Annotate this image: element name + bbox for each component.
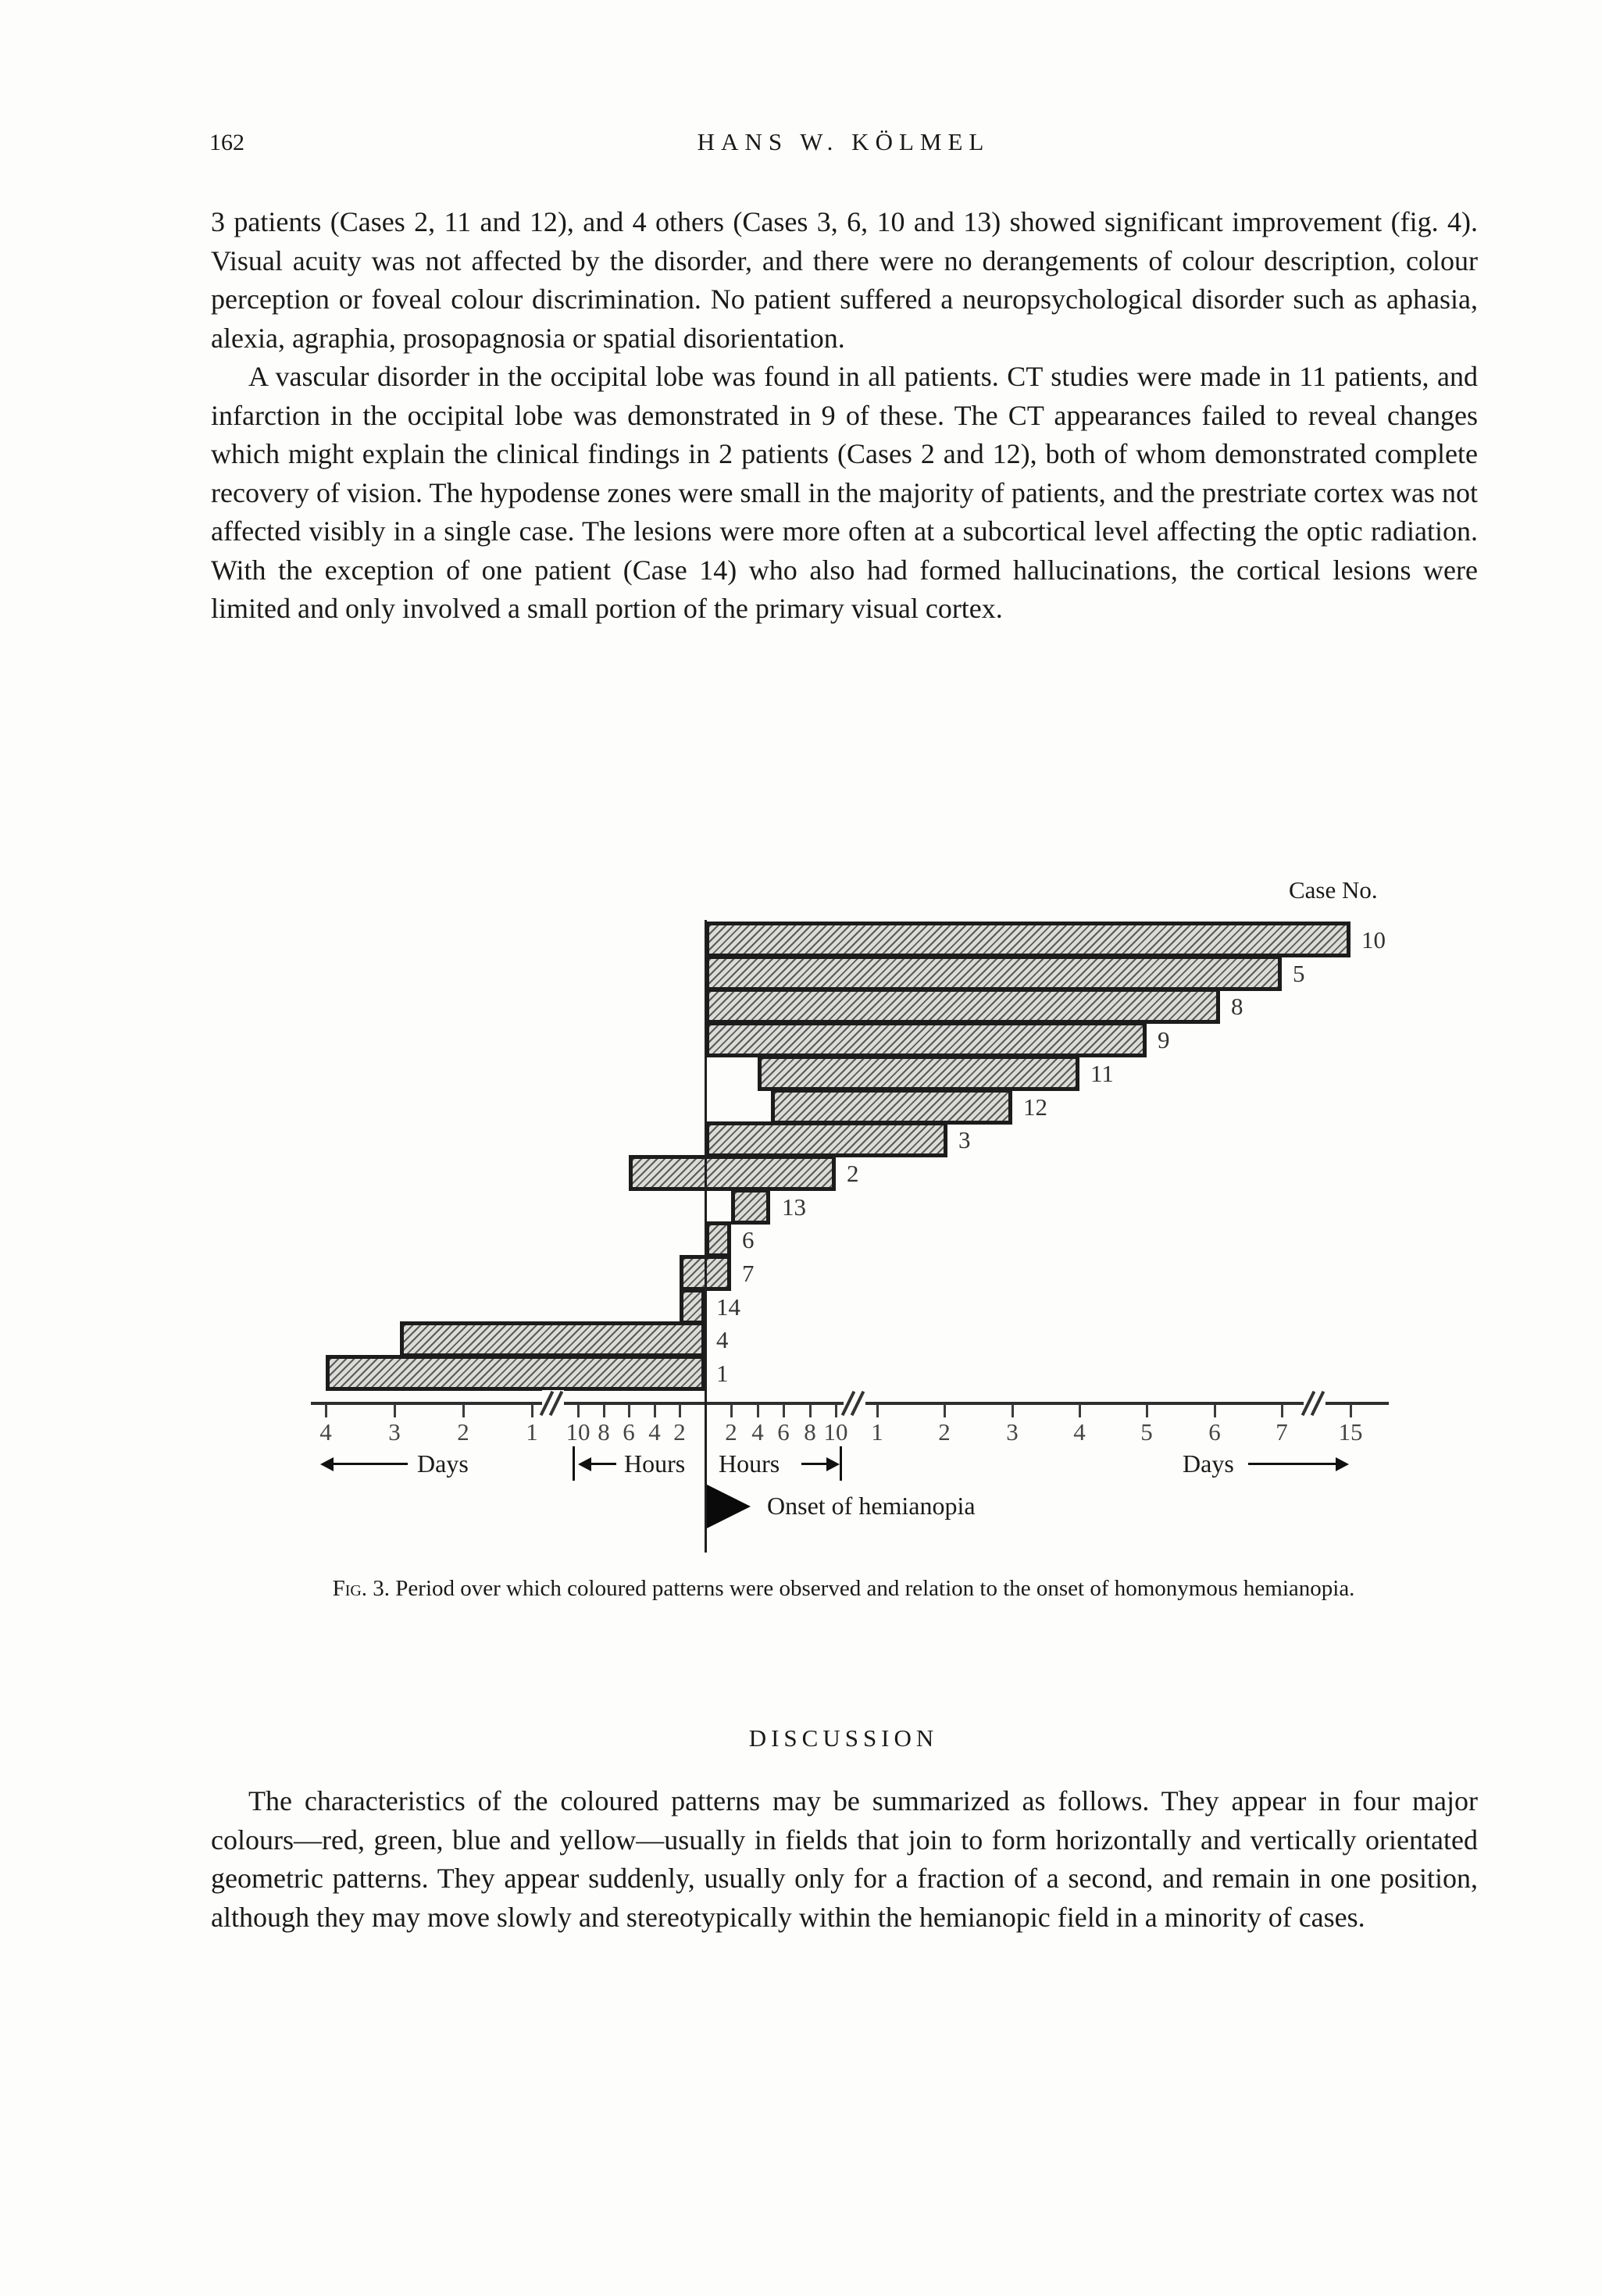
body-text <box>211 203 1478 629</box>
axis-tick-label: 1 <box>526 1418 538 1446</box>
page-number: 162 <box>209 130 244 155</box>
axis-tick <box>394 1404 396 1417</box>
case-bar <box>326 1355 705 1391</box>
axis-break-icon <box>844 1390 865 1417</box>
case-number-label: 4 <box>716 1326 729 1353</box>
case-bar <box>731 1189 770 1225</box>
case-number-label: 9 <box>1158 1026 1170 1054</box>
right-arrow-icon <box>826 1457 840 1471</box>
arrow-line <box>1248 1463 1340 1465</box>
axis-tick <box>325 1404 327 1417</box>
axis-tick <box>809 1404 812 1417</box>
arrow-line <box>588 1463 616 1465</box>
paragraph: 3 patients (Cases 2, 11 and 12), and 4 others (Cases 3, 6, 10 and 13) showed significant improvement (fig. 4). Visual acuity was not affected by the disorder, and there were no derangements of colour description, colour perception or foveal colour discrimination. No patient suffered a neuropsychological disorder such as aphasia, alexia, agraphia, prosopagnosia or spatial disorientation. <box>211 206 1478 354</box>
case-bar <box>400 1321 705 1357</box>
paragraph: A vascular disorder in the occipital lobe was found in all patients. CT studies were made in 11 patients, and infarction in the occipital lobe was demonstrated in 9 of these. The CT appearances failed to reveal changes which might explain the clinical findings in 2 patients (Cases 2 and 12), both of whom demonstrated complete recovery of vision. The hypodense zones were small in the majority of patients, and the prestriate cortex was not affected visibly in a single case. The lesions were more often at a subcortical level affecting the optic radiation. With the exception of one patient (Case 14) who also had formed hallucinations, the cortical lesions were limited and only involved a small portion of the primary visual cortex. <box>211 361 1478 624</box>
axis-tick-label: 4 <box>1073 1418 1086 1446</box>
onset-annotation: Onset of hemianopia <box>767 1492 976 1520</box>
axis-tick-label: 1 <box>871 1418 883 1446</box>
axis-tick <box>757 1404 759 1417</box>
case-number-label: 14 <box>716 1293 740 1321</box>
axis-tick <box>730 1404 733 1417</box>
axis-tick-label: 4 <box>751 1418 764 1446</box>
axis-tick-label: 3 <box>1006 1418 1019 1446</box>
case-number-label: 12 <box>1023 1093 1047 1121</box>
onset-line <box>705 920 707 1553</box>
case-bar <box>758 1055 1079 1091</box>
case-number-label: 5 <box>1293 960 1305 987</box>
axis-unit-hours-after: Hours <box>719 1449 780 1478</box>
axis-tick-label: 8 <box>598 1418 610 1446</box>
axis-tick <box>654 1404 656 1417</box>
axis-tick <box>603 1404 605 1417</box>
axis-tick-label: 6 <box>623 1418 635 1446</box>
case-bar <box>629 1155 836 1191</box>
axis-tick-label: 10 <box>566 1418 590 1446</box>
axis-tick <box>1012 1404 1014 1417</box>
case-no-label: Case No. <box>1289 876 1378 904</box>
axis-tick <box>628 1404 630 1417</box>
axis-tick-label: 4 <box>319 1418 332 1446</box>
case-bar <box>705 1221 731 1257</box>
paragraph: The characteristics of the coloured patterns may be summarized as follows. They appear in four major colours—red, green, blue and yellow—usually in fields that join to form horizontally and vertically orientated geometric patterns. They appear suddenly, usually only for a fraction of a second, and remain in one position, although they may move slowly and stereotypically within the hemianopic field in a minority of cases. <box>211 1785 1478 1933</box>
axis-tick <box>531 1404 533 1417</box>
case-number-label: 13 <box>782 1193 806 1221</box>
arrow-line <box>331 1463 408 1465</box>
case-bar <box>705 1121 947 1157</box>
axis-break-icon <box>542 1390 564 1417</box>
axis-tick <box>1079 1404 1081 1417</box>
case-number-label: 11 <box>1090 1060 1114 1087</box>
axis-tick-label: 2 <box>938 1418 951 1446</box>
axis-unit-days-after: Days <box>1183 1449 1234 1478</box>
case-number-label: 3 <box>958 1126 971 1153</box>
range-bar-icon <box>840 1446 842 1481</box>
axis-tick <box>462 1404 465 1417</box>
caption-prefix: Fig. 3. <box>332 1576 391 1601</box>
range-bar-icon <box>573 1446 575 1481</box>
right-arrow-icon <box>1336 1457 1349 1471</box>
case-number-label: 10 <box>1361 926 1386 954</box>
axis-tick <box>835 1404 837 1417</box>
axis-tick-label: 5 <box>1140 1418 1153 1446</box>
axis-tick <box>1214 1404 1216 1417</box>
axis-tick <box>944 1404 946 1417</box>
axis-tick <box>783 1404 785 1417</box>
case-number-label: 8 <box>1231 993 1243 1020</box>
axis-tick <box>1146 1404 1148 1417</box>
axis-tick <box>1350 1404 1352 1417</box>
section-heading: DISCUSSION <box>748 1724 939 1752</box>
axis-tick-label: 15 <box>1338 1418 1363 1446</box>
case-bar <box>705 988 1220 1024</box>
case-number-label: 6 <box>742 1226 755 1253</box>
caption-text: Period over which coloured patterns were observed and relation to the onset of homonymous hemianopia. <box>395 1576 1355 1601</box>
running-head: HANS W. KÖLMEL <box>697 128 990 155</box>
axis-tick <box>1281 1404 1283 1417</box>
case-bar <box>705 955 1282 991</box>
axis-tick <box>876 1404 879 1417</box>
case-number-label: 2 <box>847 1160 859 1187</box>
axis-tick-label: 10 <box>823 1418 848 1446</box>
case-bar <box>705 1021 1147 1057</box>
axis-unit-days-before: Days <box>417 1449 469 1478</box>
onset-marker-icon <box>707 1485 751 1528</box>
axis-tick-label: 7 <box>1276 1418 1288 1446</box>
axis-tick-label: 2 <box>673 1418 686 1446</box>
case-bar <box>771 1089 1012 1125</box>
axis-tick-label: 8 <box>804 1418 816 1446</box>
case-number-label: 7 <box>742 1260 755 1287</box>
discussion-text <box>211 1782 1478 1937</box>
case-number-label: 1 <box>716 1360 729 1387</box>
axis-unit-hours-before: Hours <box>624 1449 686 1478</box>
axis-tick-label: 6 <box>1208 1418 1221 1446</box>
axis-tick-label: 2 <box>725 1418 737 1446</box>
axis-tick-label: 6 <box>777 1418 790 1446</box>
axis-tick-label: 4 <box>648 1418 661 1446</box>
figure-caption <box>211 1576 1476 1602</box>
case-bar <box>680 1289 705 1324</box>
axis-break-icon <box>1304 1390 1325 1417</box>
case-bar <box>705 922 1350 957</box>
axis-tick-label: 3 <box>388 1418 401 1446</box>
axis-tick <box>577 1404 580 1417</box>
axis-tick <box>679 1404 681 1417</box>
axis-tick-label: 2 <box>457 1418 469 1446</box>
